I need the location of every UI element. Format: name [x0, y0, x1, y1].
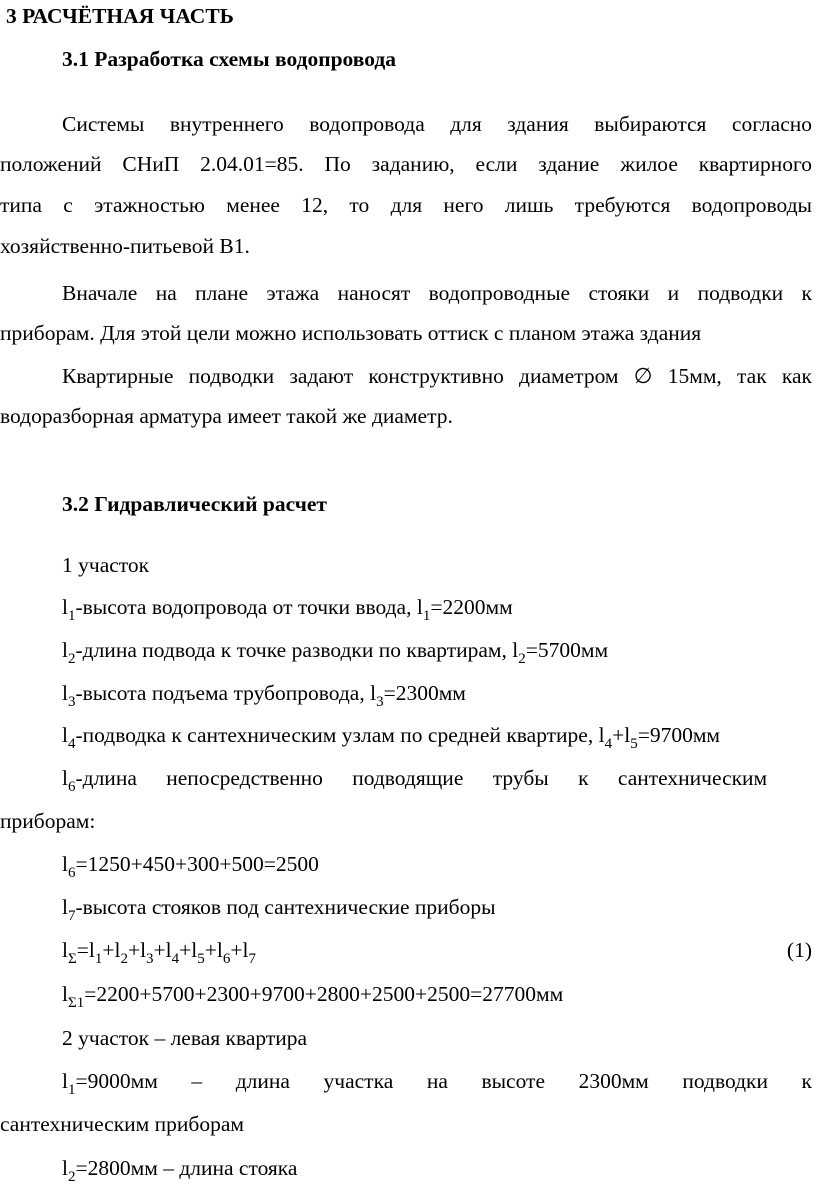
paragraph-line: Квартирные подводки задают конструктивно диаметром ∅ 15мм, так как: [62, 364, 812, 388]
equation-l6: $l_6=1250+450+300+500=2500$: [62, 852, 319, 881]
paragraph-line: водоразборная арматура имеет такой же диаметр.: [0, 404, 453, 428]
paragraph-line: положений СНиП 2.04.01=85. По заданию, если здание жилое квартирного: [0, 152, 812, 176]
definition-l6-continued: приборам:: [0, 809, 96, 833]
definition-l3: $l_3$-высота подъема трубопровода, $l_3=2300мм$: [62, 681, 466, 710]
equation-number: (1): [786, 938, 812, 962]
segment2-l1-continued: сантехническим приборам: [0, 1112, 244, 1136]
paragraph-line: приборам. Для этой цели можно использовать оттиск с планом этажа здания: [0, 321, 702, 345]
subsection-heading-3-1: 3.1 Разработка схемы водопровода: [62, 47, 396, 71]
paragraph-line: Системы внутреннего водопровода для здания выбираются согласно: [62, 112, 812, 136]
definition-l2: $l_2$-длина подвода к точке разводки по квартирам, $l_2=5700мм$: [62, 638, 609, 667]
segment-title-1: 1 участок: [62, 553, 150, 577]
section-heading-3: 3 РАСЧЁТНАЯ ЧАСТЬ: [6, 4, 234, 28]
definition-l7: $l_7$-высота стояков под сантехнические приборы: [62, 895, 496, 924]
subsection-heading-3-2: 3.2 Гидравлический расчет: [62, 492, 327, 516]
segment2-l1: $l_1=9000мм$ – длина участка на высоте 2300мм подводки к: [62, 1069, 812, 1098]
segment-title-2: 2 участок – левая квартира: [62, 1026, 308, 1050]
paragraph-line: Вначале на плане этажа наносят водопроводные стояки и подводки к: [62, 281, 812, 305]
equation-sum-1: $l_{\Sigma 1}=2200+5700+2300+9700+2800+2500+2500=27700мм$: [62, 982, 564, 1011]
definition-l6: $l_6$-длина непосредственно подводящие трубы к сантехническим: [62, 766, 768, 795]
paragraph-line: хозяйственно-питьевой В1.: [0, 234, 250, 258]
definition-l1: $l_1$-высота водопровода от точки ввода, $l_1=2200мм$: [62, 595, 513, 624]
segment2-l2: $l_2=2800мм$ – длина стояка: [62, 1156, 298, 1185]
equation-1: $l_\Sigma=l_1+l_2+l_3+l_4+l_5+l_6+l_7$ (1): [62, 938, 812, 967]
definition-l4: $l_4$-подводка к сантехническим узлам по средней квартире, $l_4+l_5=9700мм$: [62, 723, 721, 752]
paragraph-line: типа с этажностью менее 12, то для него лишь требуются водопроводы: [0, 193, 812, 217]
